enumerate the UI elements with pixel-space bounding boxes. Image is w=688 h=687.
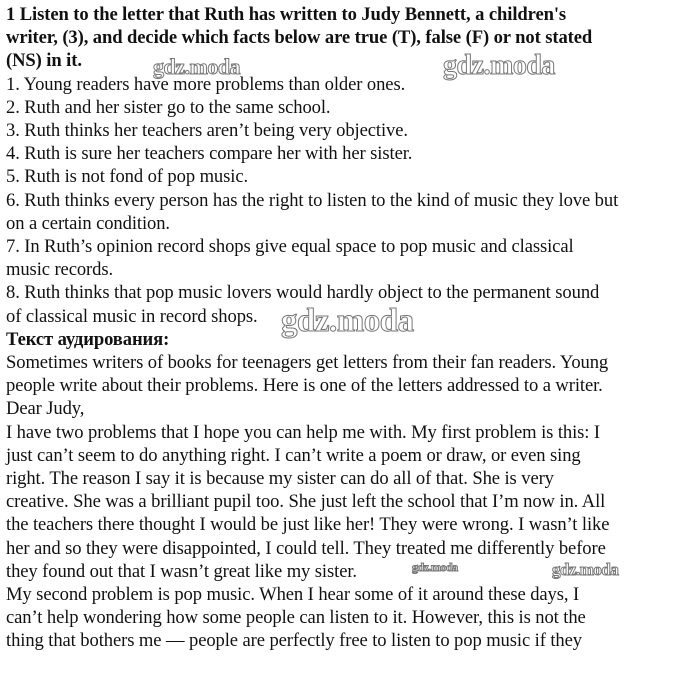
statement-line: on a certain condition. [6, 212, 170, 234]
statement-line: 7. In Ruth’s opinion record shops give equal space to pop music and classical [6, 236, 574, 258]
transcript-line: thing that bothers me — people are perfectly free to listen to pop music if they [6, 630, 582, 652]
statement-line: 2. Ruth and her sister go to the same school. [6, 96, 331, 118]
transcript-line: I have two problems that I hope you can help me with. My first problem is this: I [6, 421, 601, 443]
statement-line: 8. Ruth thinks that pop music lovers would hardly object to the permanent sound [6, 282, 600, 304]
transcript-line: My second problem is pop music. When I hear some of it around these days, I [6, 584, 580, 606]
statement-line: 3. Ruth thinks her teachers aren’t being very objective. [6, 120, 408, 142]
transcript-line: the teachers there thought I would be just like her! They were wrong. I wasn’t like [6, 514, 610, 536]
watermark: gdz.moda [153, 54, 241, 79]
transcript-line: right. The reason I say it is because my sister can do all of that. She is very [6, 468, 554, 490]
watermark: gdz.moda [443, 50, 555, 81]
watermark: gdz.moda [552, 560, 619, 579]
transcript-line: they found out that I wasn’t great like my sister. [6, 560, 357, 582]
watermark: gdz.moda [412, 560, 458, 574]
task-heading-line: writer, (3), and decide which facts below are true (T), false (F) or not stated [6, 27, 593, 49]
transcript-line: can’t help wondering how some people can listen to it. However, this is not the [6, 607, 586, 629]
statement-line: music records. [6, 259, 114, 281]
transcript-line: just can’t seem to do anything right. I can’t write a poem or draw, or even sing [6, 444, 581, 466]
transcript-line: Sometimes writers of books for teenagers get letters from their fan readers. Young [6, 352, 609, 374]
transcript-title: Текст аудирования: [6, 328, 170, 350]
statement-line: 1. Young readers have more problems than older ones. [6, 73, 406, 95]
transcript-line: people write about their problems. Here is one of the letters addressed to a writer. [6, 375, 603, 397]
statement-line: 4. Ruth is sure her teachers compare her with her sister. [6, 143, 413, 165]
transcript-line: Dear Judy, [6, 398, 85, 420]
transcript-line: her and so they were disappointed, I could tell. They treated me differently before [6, 537, 606, 559]
task-heading-line: (NS) in it. [6, 50, 82, 72]
statement-line: 6. Ruth thinks every person has the right to listen to the kind of music they love but [6, 189, 619, 211]
transcript-line: creative. She was a brilliant pupil too. She just left the school that I’m now in. All [6, 491, 606, 513]
statement-line: 5. Ruth is not fond of pop music. [6, 166, 249, 188]
statement-line: of classical music in record shops. [6, 305, 258, 327]
task-heading-line: 1 Listen to the letter that Ruth has written to Judy Bennett, a children's [6, 4, 567, 25]
watermark: gdz.moda [281, 303, 414, 339]
